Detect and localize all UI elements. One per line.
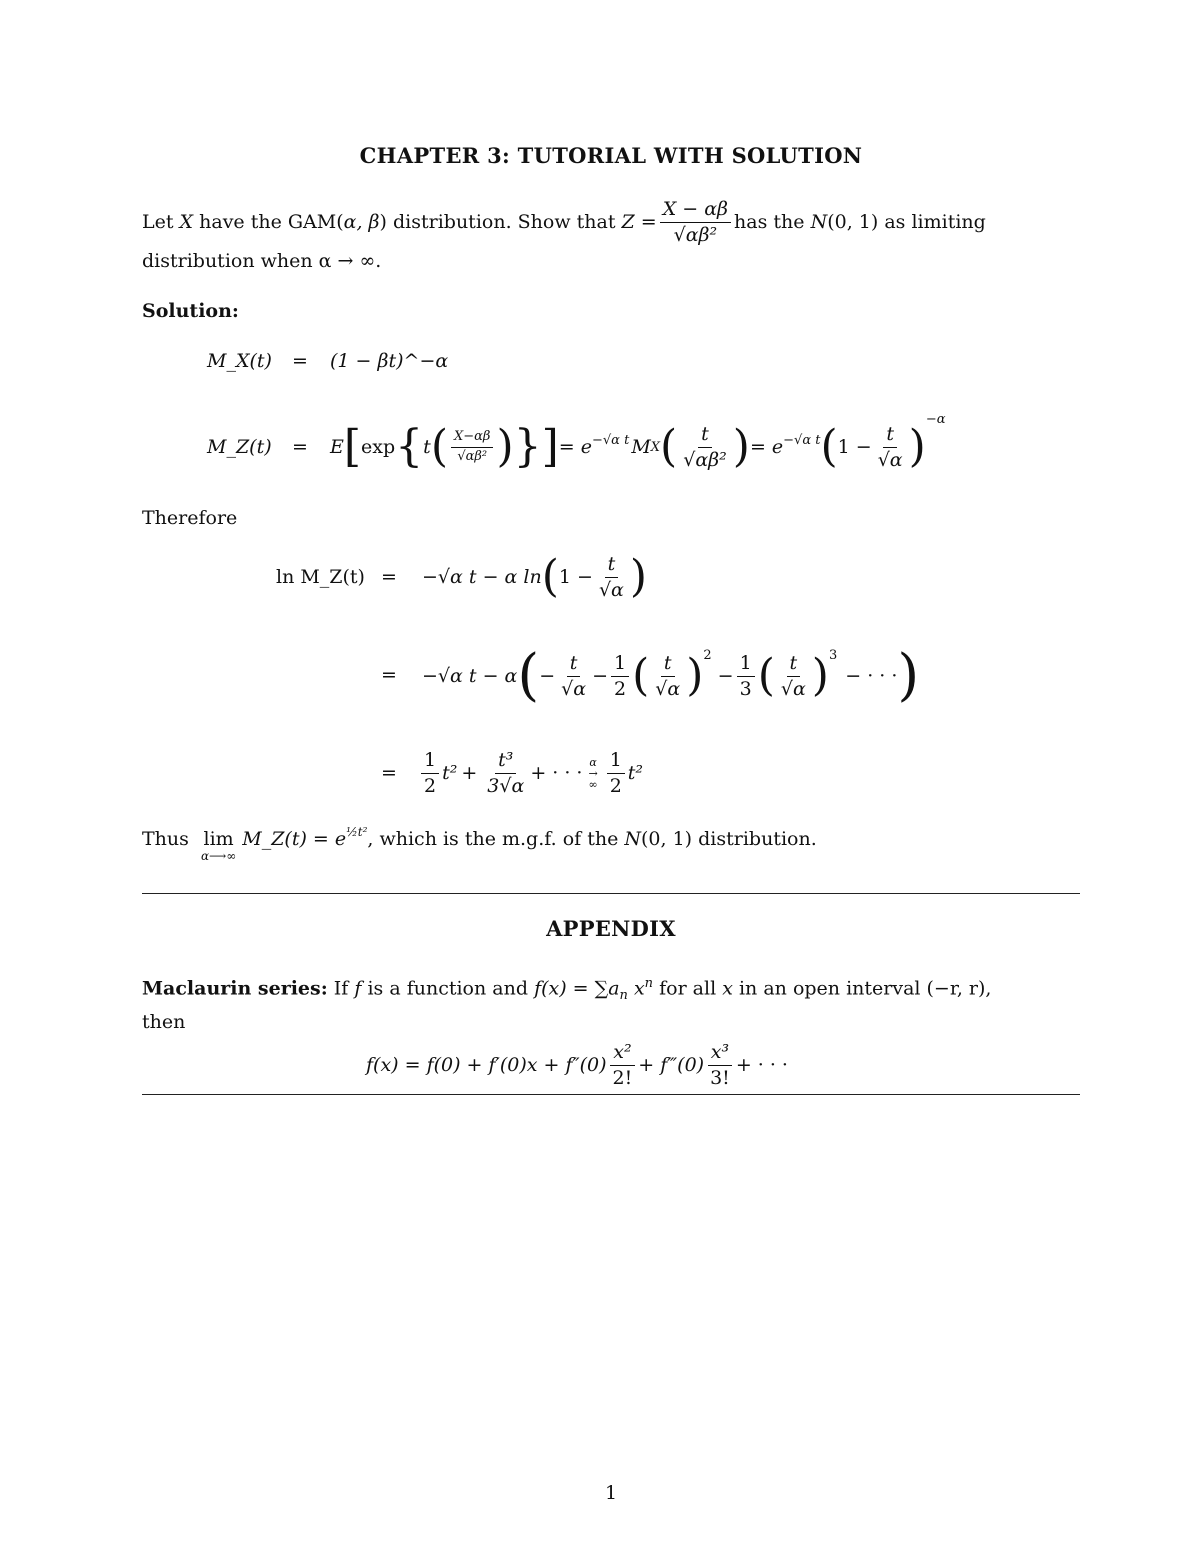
power-3: 3 xyxy=(828,648,838,663)
eq1-rhs: (1 − βt)^−α xyxy=(330,350,449,372)
formula-num-a: x² xyxy=(610,1042,634,1066)
cubic-frac xyxy=(484,750,527,797)
divider-top xyxy=(142,893,1080,894)
mz-exp-sup: ½t² xyxy=(346,825,368,839)
eq1-lhs: M_X(t) xyxy=(207,350,272,372)
mx-fraction xyxy=(680,424,730,471)
half-num: 1 xyxy=(611,653,629,677)
solution-label: Solution: xyxy=(142,300,239,322)
formula-den-b: 3! xyxy=(710,1066,730,1089)
page-title: CHAPTER 3: TUTORIAL WITH SOLUTION xyxy=(359,143,863,168)
maclaurin-text: If xyxy=(333,977,349,1000)
eq4-rhs: −√α t − α ( − $\frac{t}{√\alpha}$ − $\frac{1}{2}$ ( $\frac{t}{√\alpha}$ ) 2 − $\frac{1}{3}$ ( $\frac{t}{√\alpha}$ ) 3 − · · · ) xyxy=(422,643,920,708)
eq5-equals: = xyxy=(381,762,397,784)
z-fraction xyxy=(660,199,731,246)
z-denominator: √αβ² xyxy=(673,223,718,246)
series-x: x xyxy=(633,977,645,1000)
mgf-mx-sub: X xyxy=(650,439,661,455)
third-num: 1 xyxy=(737,653,755,677)
series-den-2: √α xyxy=(655,677,681,700)
mgf-mx: M xyxy=(631,436,651,458)
half-den: 2 xyxy=(614,677,627,700)
t-squared: t² xyxy=(627,762,644,784)
inner-denominator: √αβ² xyxy=(457,448,488,464)
rest: + · · · xyxy=(530,762,583,784)
var-n: N xyxy=(624,828,641,850)
maclaurin-line xyxy=(142,976,991,1003)
formula-part-a: f(x) = f(0) + f′(0)x + f″(0) xyxy=(366,1054,607,1076)
mx-numerator: t xyxy=(698,424,712,448)
formula-frac-b xyxy=(707,1042,733,1089)
var-n: N xyxy=(810,211,828,233)
var-z: Z = xyxy=(621,211,657,233)
third-den: 3 xyxy=(739,677,752,700)
eq3-lhs: ln M_Z(t) xyxy=(276,566,365,588)
series-den-3: √α xyxy=(780,677,806,700)
eq3-numerator: t xyxy=(605,554,619,578)
problem-text: have the GAM( xyxy=(199,211,344,233)
limit xyxy=(201,828,236,862)
last-fraction xyxy=(875,424,906,471)
problem-text: (0, 1) as limiting xyxy=(827,211,986,233)
plus: + xyxy=(461,762,478,784)
series-den-1: √α xyxy=(561,677,587,700)
eq5-rhs xyxy=(418,742,643,804)
series-num-2: t xyxy=(661,653,675,677)
cubic-num: t³ xyxy=(495,750,516,774)
maclaurin-label: Maclaurin series: xyxy=(142,977,328,1000)
lim-text: lim xyxy=(203,828,234,850)
eq2-lhs: M_Z(t) xyxy=(207,436,272,458)
series-def-sub: n xyxy=(619,988,628,1004)
problem-text: Let xyxy=(142,211,174,233)
problem-text: has the xyxy=(734,211,805,233)
formula-frac-a xyxy=(610,1042,636,1089)
formula-den-a: 2! xyxy=(612,1066,633,1089)
thus-text: , which is the m.g.f. of the xyxy=(367,828,619,850)
third-frac xyxy=(737,653,755,700)
eq4-term: −√α t − α xyxy=(422,665,518,687)
eq4-equals: = xyxy=(381,664,397,686)
var-t: t xyxy=(423,436,431,458)
var-x: x xyxy=(722,977,733,1000)
eq2-exp-sup: −√α t xyxy=(592,432,630,448)
thus-line xyxy=(142,825,817,868)
formula-num-b: x³ xyxy=(708,1042,732,1066)
one-minus: 1 − xyxy=(837,436,872,458)
exp-fn: exp xyxy=(361,436,396,458)
eq3-denominator: √α xyxy=(598,578,624,601)
one-minus: 1 − xyxy=(558,566,593,588)
eq2-exp-2: = e xyxy=(749,436,784,458)
therefore-text: Therefore xyxy=(142,507,238,529)
thus-text-end: (0, 1) distribution. xyxy=(641,828,817,850)
minus: − xyxy=(717,665,734,687)
eq2-exp: = e xyxy=(558,436,592,458)
appendix-title: APPENDIX xyxy=(546,916,676,941)
problem-line-1 xyxy=(142,192,986,252)
problem-line-2: distribution when α → ∞. xyxy=(142,250,382,272)
formula-part-b: + f‴(0) xyxy=(638,1054,705,1076)
inner-fraction xyxy=(451,430,493,464)
last-numerator: t xyxy=(883,424,897,448)
expectation: E xyxy=(330,436,344,458)
eq2-exp-2-sup: −√α t xyxy=(783,432,821,448)
minus: − xyxy=(592,665,609,687)
eq3-equals: = xyxy=(381,566,397,588)
limit-half-num: 1 xyxy=(607,750,625,774)
maclaurin-formula xyxy=(366,1034,788,1096)
half-frac xyxy=(421,750,439,797)
z-numerator: X − αβ xyxy=(660,199,731,223)
maclaurin-text: for all xyxy=(659,977,717,1000)
mx-denominator: √αβ² xyxy=(683,448,727,471)
power-neg-alpha: −α xyxy=(925,412,946,427)
series-frac-2 xyxy=(652,653,683,700)
cubic-den: 3√α xyxy=(487,774,525,797)
minus: − xyxy=(539,665,556,687)
arrow-top: α xyxy=(589,755,597,769)
series-frac-3 xyxy=(778,653,809,700)
t-squared: t² xyxy=(442,762,458,784)
thus-word: Thus xyxy=(142,828,189,850)
inner-numerator: X−αβ xyxy=(451,430,493,447)
page-number: 1 xyxy=(604,1482,618,1504)
eq3-fraction xyxy=(596,554,627,601)
eq2-rhs: E [ exp { t ( $\frac{X-\alpha\beta}{\text{√αβ²}}$ ) } ] = e −√α t M X ( $\frac{t}{\text{√αβ²}}$ ) = e −√α t ( 1 − $\frac{t}{√\alpha}$ ) −α xyxy=(330,412,946,472)
series-tail: − · · · xyxy=(845,665,898,687)
params: α, β xyxy=(343,211,380,233)
series-def: f(x) = ∑a xyxy=(534,977,620,1000)
eq2-equals: = xyxy=(292,436,308,458)
series-num-1: t xyxy=(567,653,581,677)
problem-text: ) distribution. Show that xyxy=(379,211,616,233)
half-num: 1 xyxy=(421,750,439,774)
series-num-3: t xyxy=(787,653,801,677)
maclaurin-text: is a function and xyxy=(367,977,529,1000)
limit-half-frac xyxy=(607,750,625,797)
series-x-sup: n xyxy=(644,976,654,991)
arrow: → xyxy=(588,766,598,780)
formula-part-c: + · · · xyxy=(735,1054,788,1076)
limit-half-den: 2 xyxy=(609,774,622,797)
half-frac xyxy=(611,653,629,700)
eq1-equals: = xyxy=(292,350,308,372)
last-denominator: √α xyxy=(877,448,903,471)
series-frac-1 xyxy=(558,653,589,700)
var-f: f xyxy=(354,977,362,1000)
lim-sub: α⟶∞ xyxy=(200,849,237,863)
eq3-term: −√α t − α ln xyxy=(422,566,542,588)
then-text: then xyxy=(142,1011,186,1033)
arrow-bottom: ∞ xyxy=(588,777,598,791)
mz-expr: M_Z(t) = e xyxy=(242,828,347,850)
var-x: X xyxy=(179,211,194,233)
half-den: 2 xyxy=(424,774,437,797)
divider-bottom xyxy=(142,1094,1080,1095)
eq3-rhs: −√α t − α ln ( 1 − $\frac{t}{√\alpha}$ ) xyxy=(422,551,648,602)
maclaurin-text: in an open interval (−r, r), xyxy=(738,977,992,1000)
limit-arrow xyxy=(588,757,597,790)
power-2: 2 xyxy=(703,648,712,663)
